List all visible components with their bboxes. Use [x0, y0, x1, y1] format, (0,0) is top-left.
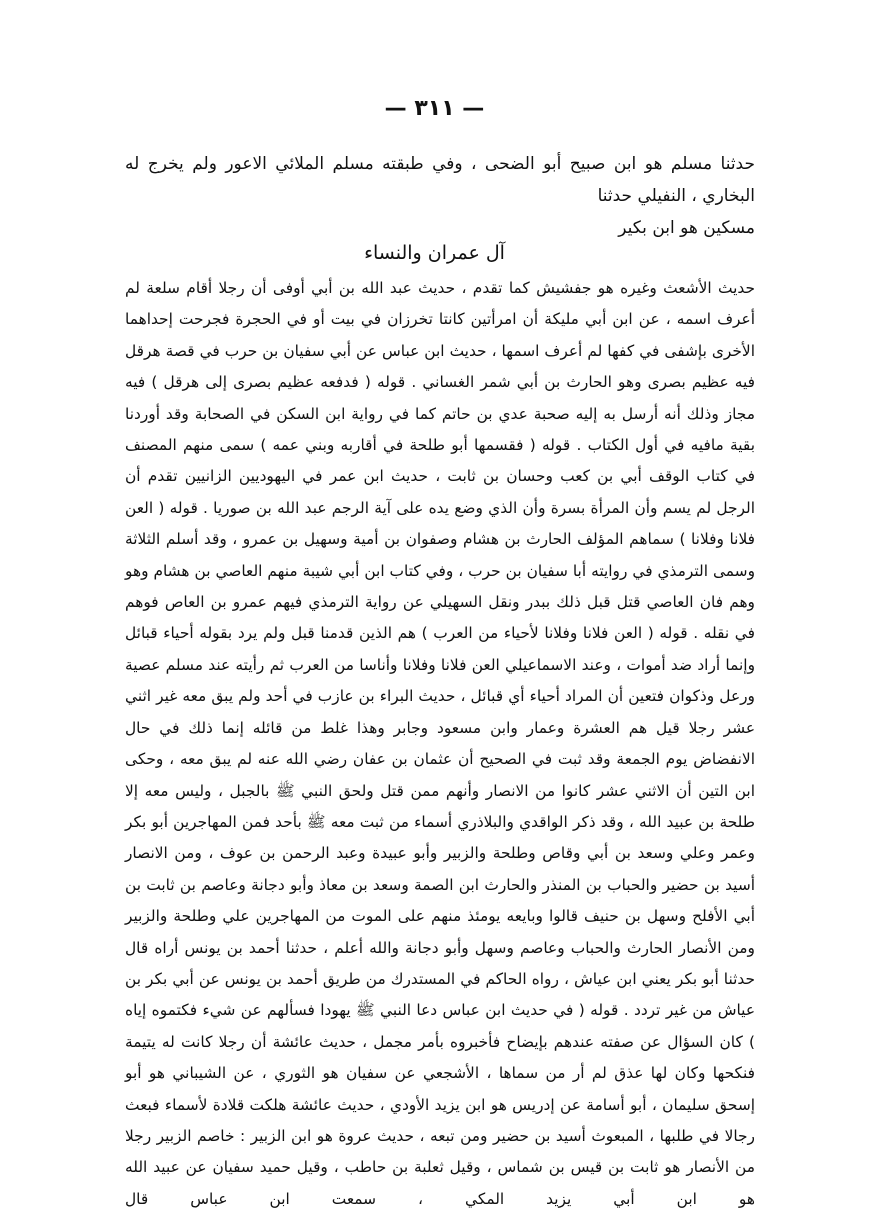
page-number: — ٣١١ — [384, 96, 485, 121]
intro-text [125, 148, 755, 244]
section-title: آل عمران والنساء [364, 242, 505, 264]
intro-line: مسكين هو ابن بكير [618, 218, 755, 238]
body-paragraph: حديث الأشعث وغيره هو جفشيش كما تقدم ، حديث عبد الله بن أبي أوفى أن رجلا أقام سلعة لم أعرف اسمه ، عن ابن أبي مليكة أن امرأتين كانتا تخرزان في بيت أو في الحجرة فجرحت إحداهما الأخرى بإشفى في كفها لم أعرف اسمها ، حديث ابن عباس عن أبي سفيان بن حرب في قصة هرقل فيه عظيم بصرى وهو الحارث بن أبي شمر الغساني . قوله ( فدفعه عظيم بصرى إلى هرقل ) فيه مجاز وذلك أنه أرسل به إليه صحبة عدي بن حاتم كما في رواية ابن السكن في الصحابة وقد أوردنا بقية مافيه في أول الكتاب . قوله ( فقسمها أبو طلحة في أقاربه وبني عمه ) سمى منهم المصنف في كتاب الوقف أبي بن كعب وحسان بن ثابت ، حديث ابن عمر في اليهوديين الزانيين تقدم أن الرجل لم يسم وأن المرأة بسرة وأن الذي وضع يده على آية الرجم عبد الله بن صوريا . قوله ( العن فلانا وفلانا ) سماهم المؤلف الحارث بن هشام وصفوان بن أمية وسهيل بن عمرو ، وقد أسلم الثلاثة وسمى الترمذي في روايته أبا سفيان بن حرب ، وفي كتاب ابن أبي شيبة منهم العاصي بن هشام وهو وهم فان العاصي قتل قبل ذلك ببدر ونقل السهيلي عن رواية الترمذي فيهم عمرو بن العاص فوهم في نقله . قوله ( العن فلانا وفلانا لأحياء من العرب ) هم الذين قدمنا قبل ولم يرد بقوله أحياء قبائل وإنما أراد ضد أموات ، وعند الاسماعيلي العن فلانا وفلانا وأناسا من العرب ثم رأيته عند مسلم عصية ورعل وذكوان فتعين أن المراد أحياء أي قبائل ، حديث البراء بن عازب في أحد ولم يبق معه غير اثني عشر رجلا قيل هم العشرة وعمار وابن مسعود وجابر وهذا غلط من قائله إنما ذلك في حال الانفضاض يوم الجمعة وقد ثبت في الصحيح أن عثمان بن عفان رضي الله عنه لم يبق معه ، وحكى ابن التين أن الاثني عشر كانوا من الانصار وأنهم ممن قتل ولحق النبي ﷺ بالجبل ، وليس معه إلا طلحة بن عبيد الله ، وقد ذكر الواقدي والبلاذري أسماء من ثبت معه ﷺ بأحد فمن المهاجرين أبو بكر وعمر وعلي وسعد بن أبي وقاص وطلحة والزبير وأبو عبيدة وعبد الرحمن بن عوف ، ومن الانصار أسيد بن حضير والحباب بن المنذر والحارث ابن الصمة وسعد بن معاذ وأبو دجانة وعاصم بن ثابت بن أبي الأفلح وسهل بن حنيف قالوا وبايعه يومئذ منهم على الموت من المهاجرين علي وطلحة والزبير ومن الأنصار الحارث والحباب وعاصم وسهل وأبو دجانة والله أعلم ، حدثنا أحمد بن يونس أراه قال حدثنا أبو بكر يعني ابن عياش ، رواه الحاكم في المستدرك من طريق أحمد بن يونس عن أبي بكر بن عياش من غير تردد . قوله ( في حديث ابن عباس دعا النبي ﷺ يهودا فسألهم عن شيء فكتموه إياه ) كان السؤال عن صفته عندهم بإيضاح فأخبروه بأمر مجمل ، حديث عائشة أن رجلا كانت له يتيمة فنكحها وكان لها عذق لم أر من سماها ، الأشجعي عن سفيان هو الثوري ، عن الشيباني هو أبو إسحق سليمان ، أبو أسامة عن إدريس هو ابن يزيد الأودي ، حديث عائشة هلكت قلادة لأسماء فبعث رجالا في طلبها ، المبعوث أسيد بن حضير ومن تبعه ، حديث عروة هو ابن الزبير : خاصم الزبير رجلا من الأنصار هو ثابت بن قيس بن شماس ، وقيل ثعلبة بن حاطب ، وقيل حميد سفيان عن عبيد الله هو ابن أبي يزيد المكي ، سمعت ابن عباس قال [125, 279, 755, 1208]
intro-line: حدثنا مسلم هو ابن صبيح أبو الضحى ، وفي طبقته مسلم الملائي الاعور ولم يخرج له البخاري ، النفيلي حدثنا [125, 154, 755, 206]
